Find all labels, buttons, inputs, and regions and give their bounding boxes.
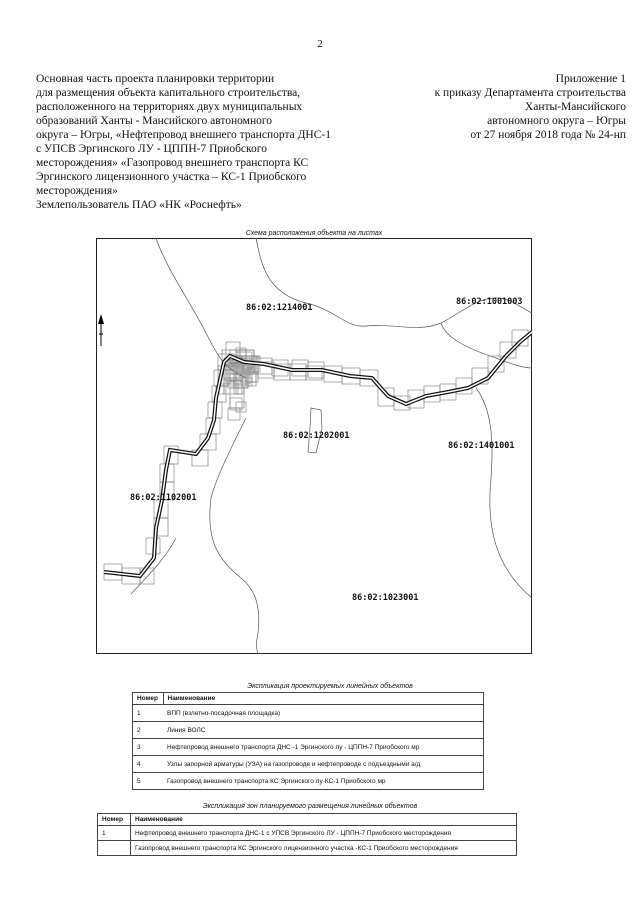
cadastral-label: 86:02:1401001 [448,441,515,451]
table-cell [98,841,131,856]
table-header-row [133,693,484,705]
table-cell: Узлы запорной арматуры (УЗА) на газопроводе и нефтепроводе с подъездными а/д [163,756,484,773]
table-cell: 5 [133,773,164,790]
table-header-row [98,814,517,826]
appendix-line: от 27 ноября 2018 года № 24-нп [470,129,626,141]
table-cell: 4 [133,756,164,773]
table1-title: Экспликация проектируемых линейных объектов [247,683,413,690]
table-cell: 1 [98,826,131,841]
column-header: Наименование [131,814,517,826]
title-line: месторождения» [36,185,118,197]
table-row [133,756,484,773]
appendix-line: к приказу Департамента строительства [434,87,626,99]
table-cell: 3 [133,739,164,756]
title-line: образований Ханты - Мансийского автономного [36,115,273,127]
cadastral-label: 86:02:1001003 [456,297,523,307]
title-line: месторождения» «Газопровод внешнего транспорта КС [36,157,309,169]
appendix-line: Ханты-Мансийского [524,101,626,113]
title-line: для размещения объекта капитального строительства, [36,87,301,99]
table-cell: Нефтепровод внешнего транспорта ДНС -1 Эргинского лу - ЦППН-7 Приобского мр [163,739,484,756]
table-row [133,739,484,756]
table-row [98,826,517,841]
table2-title: Экспликация зон планируемого размещения линейных объектов [202,803,418,810]
title-line: с УПСВ Эргинского ЛУ - ЦППН-7 Приобского [36,143,267,155]
cadastral-label: 86:02:1202001 [283,431,350,441]
table-cell: ВПП (взлетно-посадочная площадка) [163,705,484,722]
table-cell: Нефтепровод внешнего транспорта ДНС-1 с УПСВ Эргинского ЛУ - ЦППН-7 Приобского месторождения [131,826,517,841]
table-cell: 2 [133,722,164,739]
cadastral-label: 86:02:1102001 [130,493,197,503]
map-title: Схема расположения объекта на листах [245,230,383,237]
title-line: Основная часть проекта планировки территории [36,73,275,85]
placement-zones-table [97,813,517,856]
title-line: расположенного на территориях двух муниципальных [36,101,303,113]
column-header: Наименование [163,693,484,705]
table-row [98,841,517,856]
land-user-line: Землепользователь ПАО «НК «Роснефть» [36,199,242,211]
table-cell: Газопровод внешнего транспорта КС Эргинского лицензионного участка -КС-1 Приобского месторождения [131,841,517,856]
cadastral-label: 86:02:1023001 [352,593,419,603]
linear-objects-table [132,692,484,790]
table-row [133,705,484,722]
table-cell: 1 [133,705,164,722]
column-header: Номер [98,814,131,826]
table-cell: Газопровод внешнего транспорта КС Эргинского лу-КС-1 Приобского мр [163,773,484,790]
appendix-header [346,72,626,142]
appendix-line: автономного округа – Югры [487,115,626,127]
title-line: Эргинского лицензионного участка – КС-1 Приобского [36,171,307,183]
table-row [133,722,484,739]
column-header: Номер [133,693,164,705]
table-cell: Линия ВОЛС [163,722,484,739]
appendix-line: Приложение 1 [555,73,626,85]
layout-map [96,238,532,654]
title-line: округа – Югры, «Нефтепровод внешнего транспорта ДНС-1 [36,129,331,141]
map-canvas [96,238,532,654]
page-number: 2 [317,38,323,50]
table-row [133,773,484,790]
cadastral-label: 86:02:1214001 [246,303,313,313]
